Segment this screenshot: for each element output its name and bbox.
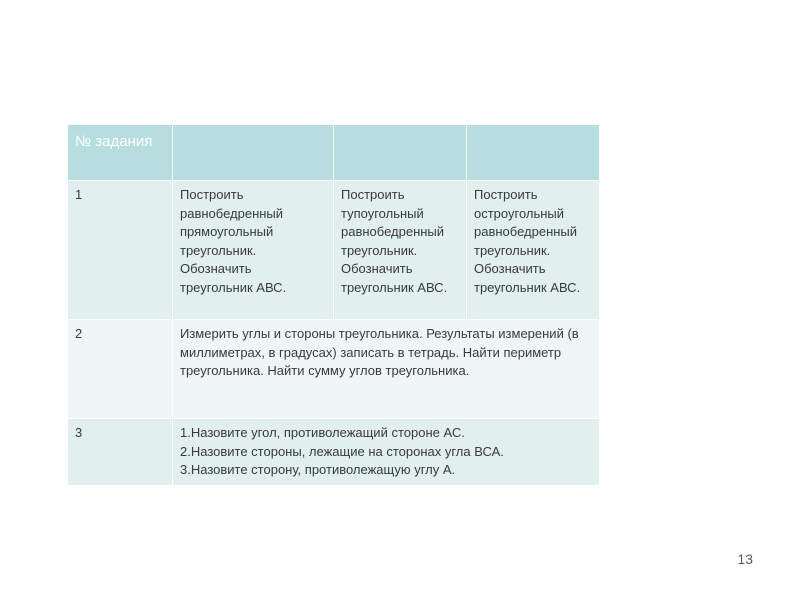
table-header-row — [68, 125, 600, 181]
header-cell — [334, 125, 467, 181]
page-number: 13 — [737, 551, 753, 567]
task-number: 1 — [68, 181, 173, 320]
tasks-table — [67, 124, 600, 486]
task-cell: Построить равнобедренный прямоугольный треугольник. Обозначить треугольник АВС. — [173, 181, 334, 320]
header-task-number: № задания — [68, 125, 173, 181]
task-number: 3 — [68, 419, 173, 486]
task-cell: Построить остроугольный равнобедренный треугольник. Обозначить треугольник АВС. — [467, 181, 600, 320]
question-line: 2.Назовите стороны, лежащие на сторонах угла ВСА. — [180, 443, 504, 459]
table-row — [68, 320, 600, 419]
task-cell: Построить тупоугольный равнобедренный треугольник. Обозначить треугольник АВС. — [334, 181, 467, 320]
table-row — [68, 419, 600, 486]
question-line: 1.Назовите угол, противолежащий стороне АС. — [180, 425, 465, 440]
task-cell — [173, 419, 600, 486]
task-cell: Измерить углы и стороны треугольника. Результаты измерений (в миллиметрах, в градусах) записать в тетрадь. Найти периметр треугольника. Найти сумму углов треугольника. — [173, 320, 600, 419]
table-row — [68, 181, 600, 320]
header-cell — [467, 125, 600, 181]
task-number: 2 — [68, 320, 173, 419]
header-cell — [173, 125, 334, 181]
question-line: 3.Назовите сторону, противолежащую углу А. — [180, 462, 456, 477]
